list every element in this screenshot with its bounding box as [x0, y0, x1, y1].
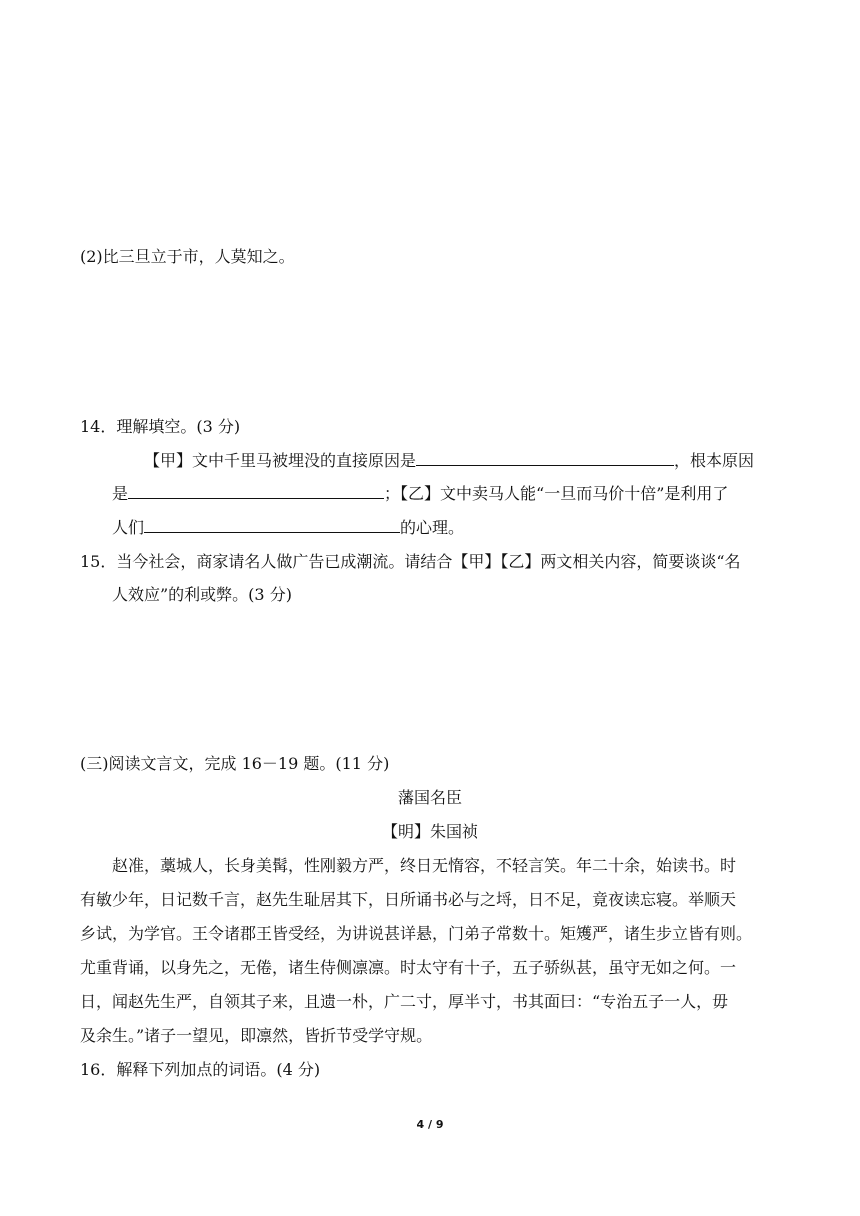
answer-blank-2[interactable]: [128, 484, 384, 499]
q14-line-2: [112, 484, 728, 504]
q14-text-3b: 的心理。: [400, 518, 465, 537]
q14-text-2a: 是: [112, 484, 129, 503]
q13-item-2: (2)比三旦立于市，人莫知之。: [80, 247, 295, 266]
section-3-heading: (三)阅读文言文，完成 16－19 题。(11 分): [80, 754, 390, 773]
q14-text-1a: 【甲】文中千里马被埋没的直接原因是: [144, 451, 417, 470]
passage-title: 藩国名臣: [397, 788, 462, 807]
q14-text-1b: ，根本原因: [674, 451, 755, 470]
passage-line-4: 尤重背诵，以身先之，无倦，诸生侍侧凛凛。时太守有十子，五子骄纵甚，虽守无如之何。一: [80, 958, 737, 977]
passage-line-2: 有敏少年，日记数千言，赵先生耻居其下，日所诵书必与之埒，日不足，竟夜读忘寝。举顺天: [80, 890, 737, 909]
q15-line-1: 15．当今社会，商家请名人做广告已成潮流。请结合【甲】【乙】两文相关内容，简要谈谈“名: [80, 552, 741, 571]
q15-line-2: 人效应”的利或弊。(3 分): [112, 585, 292, 604]
q14-line-3: [112, 518, 464, 538]
answer-blank-1[interactable]: [416, 451, 674, 466]
answer-blank-3[interactable]: [144, 518, 400, 533]
passage-line-6: 及余生。”诸子一望见，即凛然，皆折节受学守规。: [80, 1026, 433, 1045]
q14-line-1: [144, 451, 754, 471]
passage-author: 【明】朱国祯: [381, 822, 478, 841]
q14-text-2b: ；【乙】文中卖马人能“一旦而马价十倍”是利用了: [384, 484, 729, 503]
passage-line-1: 赵准，藁城人，长身美髯，性刚毅方严，终日无惰容，不轻言笑。年二十余，始读书。时: [112, 856, 737, 875]
q16-title: 16．解释下列加点的词语。(4 分): [80, 1060, 321, 1079]
q14-title: 14．理解填空。(3 分): [80, 417, 241, 436]
page-number: 4 / 9: [416, 1118, 444, 1131]
q14-text-3a: 人们: [112, 518, 145, 537]
passage-line-5: 日，闻赵先生严，自领其子来，且遗一朴，广二寸，厚半寸，书其面曰：“专治五子一人，毋: [80, 992, 729, 1011]
passage-line-3: 乡试，为学官。王令诸郡王皆受经，为讲说甚详悬，门弟子常数十。矩矱严，诸生步立皆有则。: [80, 924, 753, 943]
